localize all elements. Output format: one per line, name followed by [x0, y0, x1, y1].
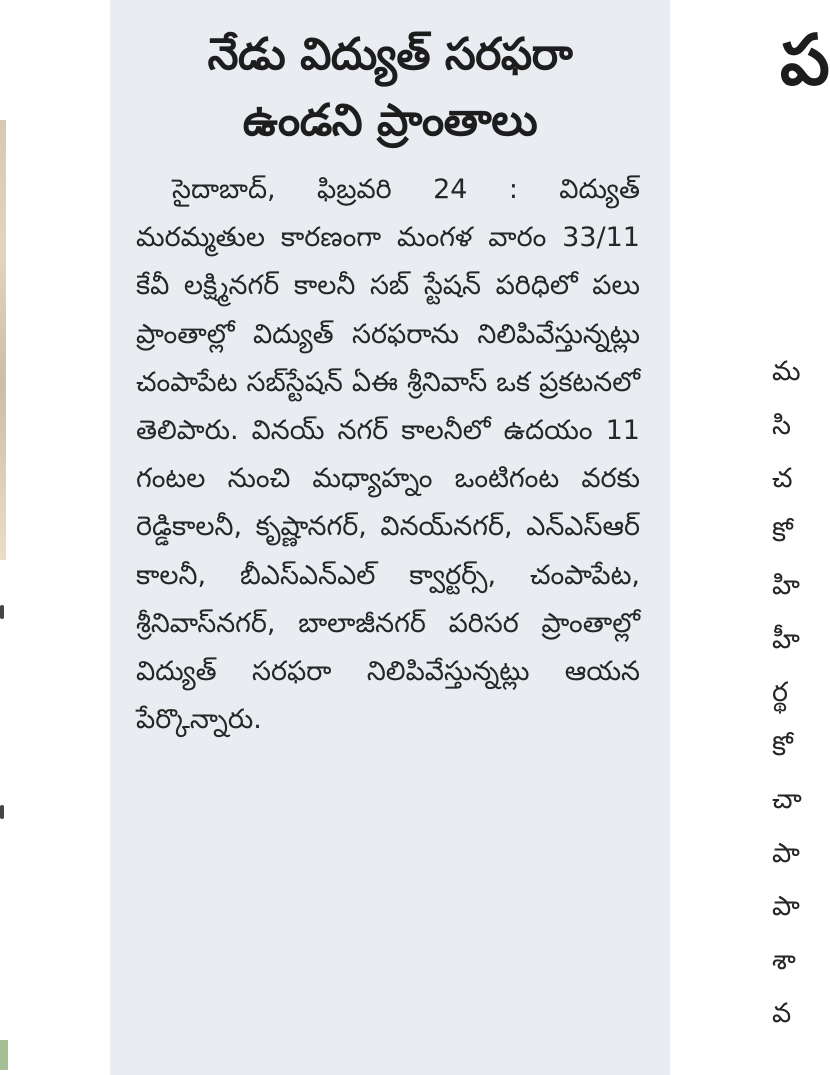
right-column-line-fragment: పా [772, 891, 800, 922]
right-column-line-fragment: పా [772, 837, 800, 869]
right-column-line-fragment: హి [772, 570, 800, 601]
photo-strip [0, 120, 6, 560]
right-column-line-fragment: చ [772, 463, 793, 494]
right-heading-fragment: ప [780, 19, 830, 101]
right-column-line-fragment: హీ [772, 623, 800, 655]
article-headline [136, 22, 644, 154]
right-column-line-fragment: చా [772, 784, 802, 815]
right-column-line-fragment: ర్థ [772, 677, 789, 708]
headline-line-2: ఉండని ప్రాంతాలు [242, 95, 538, 146]
right-adjacent-column [760, 0, 830, 1075]
article-body-text: సైదాబాద్, ఫిబ్రవరి 24 : విద్యుత్ మరమ్మతుల కారణంగా మంగళ వారం 33/11 కేవీ లక్ష్మినగర్ కాలనీ సబ్ స్టేషన్ పరిధిలో పలు ప్రాంతాల్లో విద్యుత్ సరఫరాను నిలిపివేస్తున్నట్లు చంపాపేట సబ్‌స్టేషన్ ఏఈ శ్రీనివాస్ ఒక ప్రకటనలో తెలిపారు. వినయ్ నగర్ కాలనీలో ఉదయం 11 గంటల నుంచి మధ్యాహ్నం ఒంటిగంట వరకు రెడ్డికాలనీ, కృష్ణానగర్, వినయ్‌నగర్, ఎన్‌ఎస్‌ఆర్ కాలనీ, బీఎస్‌ఎన్‌ఎల్ క్వార్టర్స్, చంపాపేట, శ్రీనివాస్‌నగర్, బాలాజీనగర్ పరిసర ప్రాంతాల్లో విద్యుత్ సరఫరా నిలిపివేస్తున్నట్లు ఆయన పేర్కొన్నారు. [136, 174, 640, 736]
right-column-line-fragment: కో [772, 516, 793, 548]
right-column-line-fragment: వ [772, 998, 792, 1029]
right-column-line-fragment: శా [772, 944, 796, 976]
right-column-line-fragment: కో [772, 730, 793, 762]
article-body-paragraph [136, 166, 644, 744]
right-column-line-fragment: మ [772, 356, 801, 387]
headline-line-1: నేడు విద్యుత్ సరఫరా [207, 29, 573, 80]
edge-mark [0, 605, 4, 619]
photo-strip-bottom [0, 1040, 8, 1070]
right-column-line-fragment: సి [772, 409, 791, 441]
left-adjacent-photo-edge [0, 0, 12, 1075]
news-article [110, 0, 670, 1075]
edge-mark [0, 805, 4, 819]
